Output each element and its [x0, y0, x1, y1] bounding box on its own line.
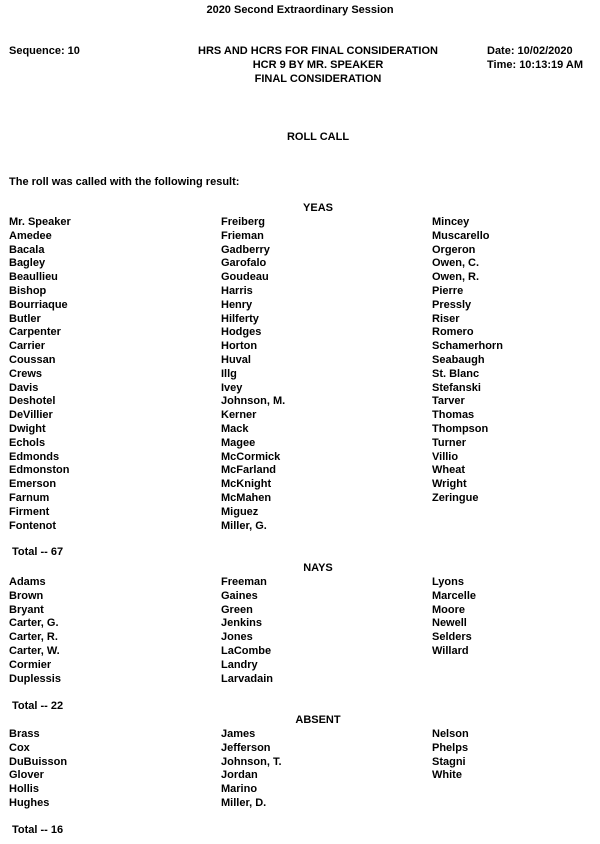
member-name: Echols	[9, 436, 46, 449]
absent-column-2	[221, 728, 282, 811]
member-name: Selders	[432, 631, 472, 644]
absent-heading: ABSENT	[295, 714, 341, 726]
member-name: Thompson	[432, 422, 489, 435]
member-name: Bryant	[9, 603, 44, 616]
member-name: Deshotel	[9, 395, 56, 408]
member-name: Zeringue	[432, 491, 479, 504]
absent-total: Total -- 16	[12, 824, 64, 836]
member-name: Freiberg	[221, 216, 266, 228]
member-name: Goudeau	[221, 271, 269, 284]
member-name: Landry	[221, 658, 258, 671]
member-name: Cox	[9, 741, 30, 754]
member-name: Edmonston	[9, 464, 70, 477]
member-name: Carrier	[9, 340, 46, 353]
member-name: Willard	[432, 644, 469, 657]
member-name: Marcelle	[432, 589, 477, 602]
member-name: Muscarello	[432, 229, 490, 242]
member-name: Pressly	[432, 298, 472, 311]
member-name: Brass	[9, 728, 40, 740]
document-heading	[168, 45, 468, 86]
member-name: Jenkins	[221, 617, 262, 630]
member-name: St. Blanc	[432, 367, 480, 380]
member-name: Hodges	[221, 326, 262, 339]
member-name: Riser	[432, 312, 460, 325]
member-name: Carpenter	[9, 326, 61, 339]
member-name: McKnight	[221, 478, 272, 491]
member-name: Moore	[432, 603, 465, 616]
member-name: Thomas	[432, 409, 475, 422]
member-name: Turner	[432, 436, 467, 449]
member-name: Bagley	[9, 257, 46, 270]
yeas-heading: YEAS	[303, 202, 333, 214]
member-name: Emerson	[9, 478, 57, 491]
heading-line-1: HRS AND HCRS FOR FINAL CONSIDERATION	[198, 45, 438, 57]
absent-column-1	[9, 728, 67, 811]
member-name: Adams	[9, 576, 46, 588]
member-name: Miguez	[221, 505, 259, 518]
member-name: Lyons	[432, 576, 464, 588]
member-name: Crews	[9, 367, 43, 380]
member-name: Stagni	[432, 755, 466, 768]
member-name: Tarver	[432, 395, 465, 408]
member-name: Brown	[9, 589, 44, 602]
member-name: McFarland	[221, 464, 277, 477]
yeas-column-1	[9, 216, 71, 533]
member-name: Harris	[221, 284, 253, 297]
member-name: Marino	[221, 783, 258, 796]
member-name: Magee	[221, 436, 256, 449]
member-name: Phelps	[432, 741, 469, 754]
member-name: Stefanski	[432, 381, 481, 394]
member-name: James	[221, 728, 256, 740]
vote-date: Date: 10/02/2020	[487, 45, 573, 57]
member-name: Mack	[221, 422, 249, 435]
member-name: Farnum	[9, 491, 50, 504]
absent-column-3	[432, 728, 469, 783]
heading-line-3: FINAL CONSIDERATION	[254, 72, 382, 85]
member-name: Huval	[221, 353, 251, 366]
member-name: Miller, G.	[221, 519, 267, 532]
member-name: Miller, D.	[221, 796, 267, 809]
member-name: DuBuisson	[9, 755, 68, 768]
member-name: Beaullieu	[9, 271, 58, 284]
member-name: Owen, C.	[432, 257, 480, 270]
member-name: McMahen	[221, 491, 272, 504]
member-name: Jefferson	[221, 741, 271, 754]
member-name: Amedee	[9, 229, 52, 242]
member-name: DeVillier	[9, 409, 53, 422]
member-name: Dwight	[9, 422, 46, 435]
member-name: Horton	[221, 340, 258, 353]
member-name: Nelson	[432, 728, 469, 740]
nays-column-2	[221, 576, 273, 686]
member-name: Hughes	[9, 796, 50, 809]
member-name: Bacala	[9, 243, 45, 256]
member-name: Villio	[432, 450, 459, 463]
member-name: Orgeron	[432, 243, 476, 256]
member-name: Freeman	[221, 576, 267, 588]
member-name: Carter, G.	[9, 617, 59, 630]
member-name: Newell	[432, 617, 467, 630]
member-name: Carter, R.	[9, 631, 58, 644]
member-name: Fontenot	[9, 519, 57, 532]
member-name: Ivey	[221, 381, 243, 394]
member-name: Henry	[221, 298, 253, 311]
member-name: Frieman	[221, 229, 264, 242]
member-name: Jordan	[221, 769, 258, 782]
member-name: Mincey	[432, 216, 470, 228]
member-name: Mr. Speaker	[9, 216, 71, 228]
member-name: Wright	[432, 478, 467, 491]
member-name: White	[432, 769, 462, 782]
nays-heading: NAYS	[303, 562, 333, 574]
sequence-number: Sequence: 10	[9, 45, 80, 57]
yeas-column-3	[432, 216, 503, 506]
nays-total: Total -- 22	[12, 700, 64, 712]
session-title: 2020 Second Extraordinary Session	[206, 4, 394, 16]
member-name: Wheat	[432, 464, 465, 477]
member-name: Schamerhorn	[432, 340, 503, 353]
member-name: Davis	[9, 381, 39, 394]
member-name: LaCombe	[221, 644, 272, 657]
member-name: Bourriaque	[9, 298, 68, 311]
member-name: Hilferty	[221, 312, 259, 325]
member-name: Romero	[432, 326, 474, 339]
member-name: Cormier	[9, 658, 52, 671]
member-name: Kerner	[221, 409, 257, 422]
member-name: Duplessis	[9, 672, 61, 685]
roll-call-title: ROLL CALL	[286, 131, 350, 143]
member-name: Seabaugh	[432, 353, 485, 366]
heading-line-2: HCR 9 BY MR. SPEAKER	[252, 58, 384, 71]
roll-call-intro: The roll was called with the following result:	[9, 176, 240, 188]
member-name: Jones	[221, 631, 253, 644]
yeas-column-2	[221, 216, 285, 533]
member-name: Glover	[9, 769, 44, 782]
member-name: Garofalo	[221, 257, 267, 270]
member-name: Coussan	[9, 353, 56, 366]
member-name: Illg	[221, 367, 237, 380]
member-name: Green	[221, 603, 253, 616]
member-name: Hollis	[9, 783, 39, 796]
member-name: Bishop	[9, 284, 47, 297]
member-name: Owen, R.	[432, 271, 480, 284]
member-name: Butler	[9, 312, 41, 325]
member-name: Firment	[9, 505, 50, 518]
member-name: Gadberry	[221, 243, 270, 256]
member-name: McCormick	[221, 450, 281, 463]
member-name: Larvadain	[221, 672, 273, 685]
member-name: Johnson, T.	[221, 755, 282, 768]
yeas-total: Total -- 67	[12, 546, 64, 558]
member-name: Johnson, M.	[221, 395, 286, 408]
nays-column-3	[432, 576, 476, 659]
member-name: Gaines	[221, 589, 258, 602]
member-name: Carter, W.	[9, 644, 60, 657]
nays-column-1	[9, 576, 61, 686]
member-name: Pierre	[432, 284, 464, 297]
vote-time: Time: 10:13:19 AM	[487, 59, 583, 71]
member-name: Edmonds	[9, 450, 60, 463]
